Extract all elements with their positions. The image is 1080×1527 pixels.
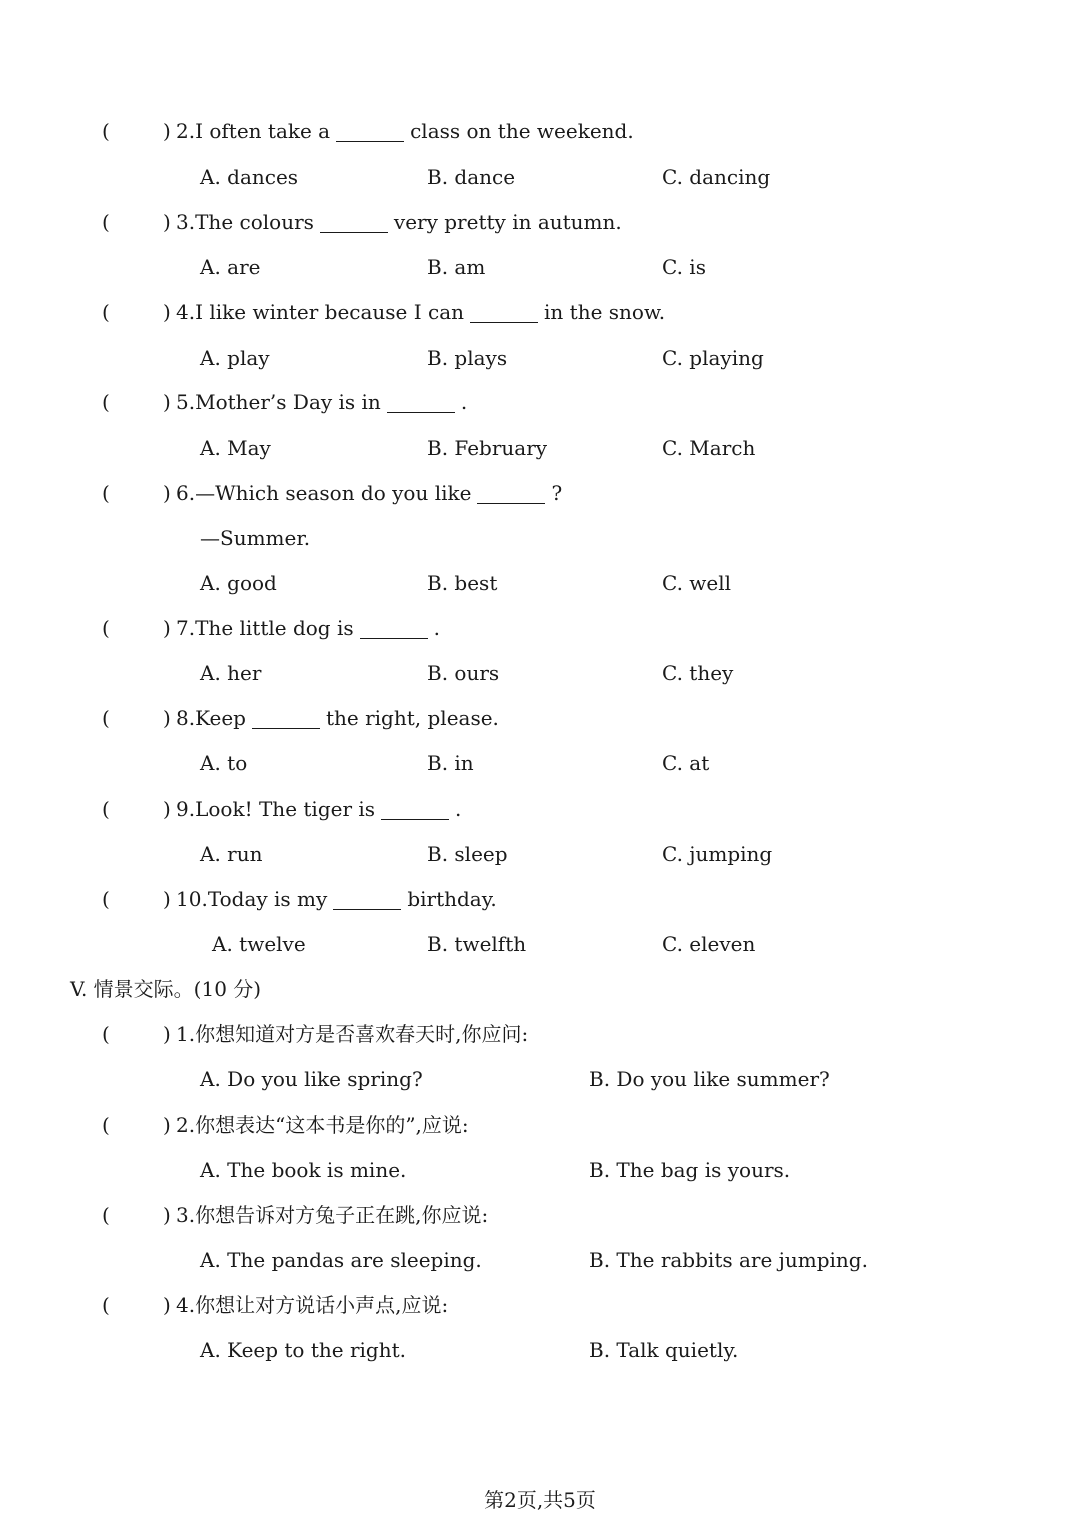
question-stem-after: ?	[551, 481, 563, 505]
answer-paren-open: (	[102, 706, 110, 730]
answer-blank	[470, 300, 538, 323]
page-footer: 第2页,共5页	[484, 1488, 596, 1512]
option-b: B. am	[427, 255, 486, 279]
situation-prompt: 你想告诉对方兔子正在跳,你应说:	[195, 1203, 489, 1227]
question-stem-after: very pretty in autumn.	[393, 210, 622, 234]
question-text	[176, 884, 497, 914]
option-c: C. playing	[662, 346, 764, 370]
option-a: A. her	[200, 661, 262, 685]
options-row	[0, 658, 1080, 688]
answer-paren-close: )	[163, 390, 171, 414]
question-row	[0, 703, 1080, 733]
question-stem-after: class on the weekend.	[410, 119, 634, 143]
question-text	[176, 703, 499, 733]
option-a: A. May	[200, 436, 271, 460]
answer-blank	[252, 706, 320, 729]
options-row	[0, 343, 1080, 373]
option-a: A. Keep to the right.	[200, 1338, 406, 1362]
options-row	[0, 252, 1080, 282]
question-number: 7.	[176, 616, 196, 640]
situation-prompt: 你想表达“这本书是你的”,应说:	[195, 1113, 469, 1137]
options-row	[0, 839, 1080, 869]
question-stem-after: .	[433, 616, 440, 640]
answer-paren-close: )	[163, 1293, 171, 1317]
question-row	[0, 613, 1080, 643]
question-row	[0, 478, 1080, 508]
situation-question-row	[0, 1290, 1080, 1320]
question-number: 6.	[176, 481, 196, 505]
question-stem-before: —Which season do you like	[195, 481, 472, 505]
answer-paren-close: )	[163, 887, 171, 911]
answer-paren-close: )	[163, 616, 171, 640]
question-number: 3.	[176, 210, 196, 234]
option-b: B. best	[427, 571, 498, 595]
answer-blank	[381, 797, 449, 820]
question-row	[0, 297, 1080, 327]
option-b: B. plays	[427, 346, 508, 370]
option-c: C. jumping	[662, 842, 773, 866]
question-number: 9.	[176, 797, 196, 821]
dialog-reply-row	[0, 523, 1080, 553]
answer-paren-open: (	[102, 1113, 110, 1137]
answer-blank	[333, 887, 401, 910]
answer-blank	[360, 616, 428, 639]
options-row	[0, 1245, 1080, 1275]
section-v-header	[0, 974, 1080, 1004]
option-b: B. February	[427, 436, 548, 460]
option-a: A. play	[200, 346, 270, 370]
answer-paren-close: )	[163, 1022, 171, 1046]
question-number: 4.	[176, 1293, 196, 1317]
option-c: C. eleven	[662, 932, 756, 956]
options-row	[0, 1155, 1080, 1185]
question-text	[176, 794, 461, 824]
question-stem-before: Today is my	[207, 887, 328, 911]
option-b: B. The bag is yours.	[589, 1158, 791, 1182]
option-b: B. twelfth	[427, 932, 527, 956]
question-stem-after: in the snow.	[544, 300, 666, 324]
question-number: 2.	[176, 119, 196, 143]
question-row	[0, 794, 1080, 824]
answer-paren-open: (	[102, 887, 110, 911]
answer-paren-close: )	[163, 300, 171, 324]
answer-paren-open: (	[102, 390, 110, 414]
options-row	[0, 162, 1080, 192]
option-c: C. March	[662, 436, 756, 460]
question-stem-before: I often take a	[195, 119, 331, 143]
situation-question-text	[176, 1110, 469, 1140]
option-c: C. dancing	[662, 165, 771, 189]
answer-paren-open: (	[102, 616, 110, 640]
answer-blank	[336, 119, 404, 142]
answer-paren-open: (	[102, 481, 110, 505]
answer-paren-open: (	[102, 119, 110, 143]
answer-blank	[387, 390, 455, 413]
options-row	[0, 1064, 1080, 1094]
options-row	[0, 433, 1080, 463]
option-c: C. is	[662, 255, 706, 279]
question-number: 8.	[176, 706, 196, 730]
situation-question-row	[0, 1200, 1080, 1230]
question-stem-after: birthday.	[407, 887, 497, 911]
question-number: 1.	[176, 1022, 196, 1046]
question-stem-before: I like winter because I can	[195, 300, 465, 324]
option-a: A. good	[200, 571, 277, 595]
option-a: A. twelve	[212, 932, 306, 956]
question-stem-before: Mother’s Day is in	[195, 390, 381, 414]
situation-prompt: 你想知道对方是否喜欢春天时,你应问:	[195, 1022, 529, 1046]
options-row	[0, 748, 1080, 778]
question-text	[176, 387, 467, 417]
option-a: A. Do you like spring?	[200, 1067, 423, 1091]
answer-paren-open: (	[102, 1293, 110, 1317]
question-stem-after: .	[460, 390, 468, 414]
question-stem-before: Keep	[195, 706, 246, 730]
answer-paren-close: )	[163, 481, 171, 505]
answer-paren-close: )	[163, 1203, 171, 1227]
question-text	[176, 297, 665, 327]
question-stem-after: .	[455, 797, 462, 821]
question-number: 4.	[176, 300, 196, 324]
options-row	[0, 568, 1080, 598]
option-a: A. The pandas are sleeping.	[200, 1248, 482, 1272]
answer-paren-close: )	[163, 1113, 171, 1137]
option-b: B. sleep	[427, 842, 508, 866]
question-number: 3.	[176, 1203, 196, 1227]
situation-question-text	[176, 1290, 448, 1320]
situation-question-text	[176, 1019, 528, 1049]
option-a: A. dances	[200, 165, 299, 189]
answer-paren-close: )	[163, 797, 171, 821]
question-stem-before: The little dog is	[195, 616, 354, 640]
question-stem-before: Look! The tiger is	[195, 797, 376, 821]
question-number: 10.	[176, 887, 208, 911]
question-text	[176, 116, 634, 146]
option-a: A. are	[200, 255, 261, 279]
question-stem-before: The colours	[195, 210, 314, 234]
question-row	[0, 387, 1080, 417]
question-text	[176, 207, 622, 237]
option-b: B. ours	[427, 661, 500, 685]
question-row	[0, 884, 1080, 914]
option-a: A. to	[200, 751, 248, 775]
dialog-reply: —Summer.	[200, 526, 311, 550]
option-b: B. Do you like summer?	[589, 1067, 830, 1091]
question-number: 5.	[176, 390, 196, 414]
section-v-title: V. 情景交际。(10 分)	[70, 977, 262, 1001]
answer-blank	[477, 481, 545, 504]
options-row	[0, 1335, 1080, 1365]
situation-question-row	[0, 1110, 1080, 1140]
situation-prompt: 你想让对方说话小声点,应说:	[195, 1293, 449, 1317]
situation-question-text	[176, 1200, 488, 1230]
option-b: B. dance	[427, 165, 516, 189]
option-b: B. in	[427, 751, 474, 775]
options-row	[0, 929, 1080, 959]
option-c: C. they	[662, 661, 734, 685]
question-text	[176, 613, 440, 643]
situation-question-row	[0, 1019, 1080, 1049]
question-stem-after: the right, please.	[325, 706, 499, 730]
answer-paren-open: (	[102, 210, 110, 234]
answer-paren-close: )	[163, 706, 171, 730]
option-b: B. Talk quietly.	[589, 1338, 739, 1362]
question-number: 2.	[176, 1113, 196, 1137]
answer-paren-open: (	[102, 300, 110, 324]
option-c: C. well	[662, 571, 732, 595]
option-a: A. run	[200, 842, 263, 866]
answer-paren-open: (	[102, 797, 110, 821]
option-b: B. The rabbits are jumping.	[589, 1248, 868, 1272]
answer-blank	[320, 210, 388, 233]
question-text	[176, 478, 562, 508]
answer-paren-close: )	[163, 119, 171, 143]
answer-paren-close: )	[163, 210, 171, 234]
answer-paren-open: (	[102, 1203, 110, 1227]
option-c: C. at	[662, 751, 710, 775]
answer-paren-open: (	[102, 1022, 110, 1046]
question-row	[0, 207, 1080, 237]
option-a: A. The book is mine.	[200, 1158, 407, 1182]
question-row	[0, 116, 1080, 146]
